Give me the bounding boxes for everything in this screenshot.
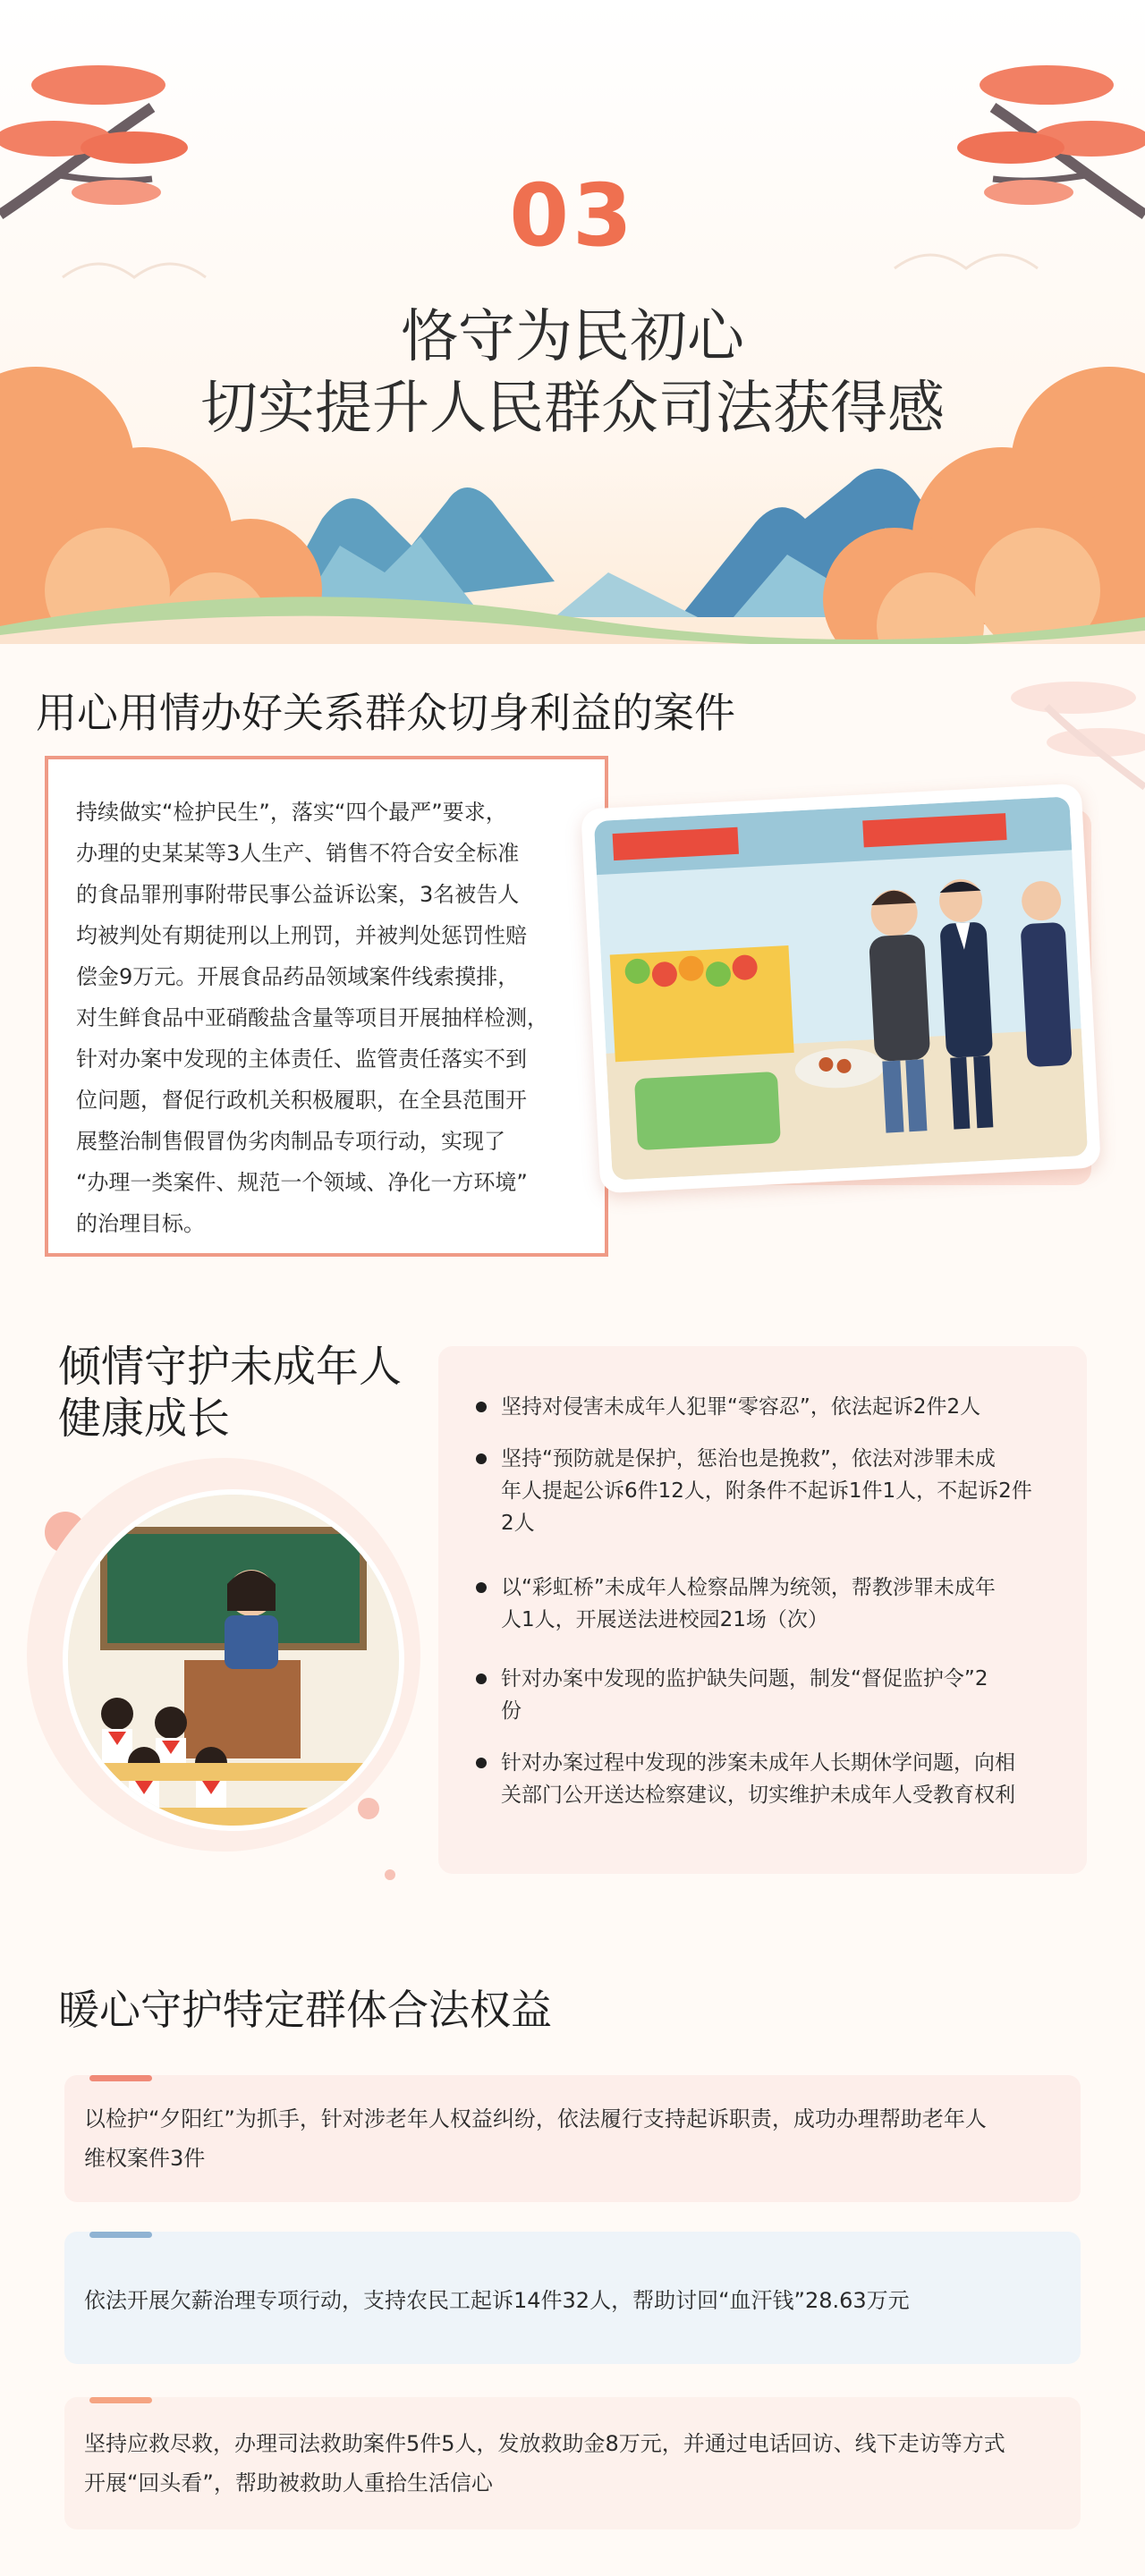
section1-line: 展整治制售假冒伪劣肉制品专项行动，实现了	[76, 1129, 505, 1154]
list-item-line: 坚持“预防就是保护，惩治也是挽救”，依法对涉罪未成	[501, 1447, 996, 1470]
list-item-line: 坚持对侵害未成年人犯罪“零容忍”，依法起诉2件2人	[501, 1395, 981, 1419]
list-item-line: 针对办案中发现的监护缺失问题，制发“督促监护令”2	[501, 1667, 988, 1690]
list-item-line: 以“彩虹桥”未成年人检察品牌为统领，帮教涉罪未成年	[501, 1576, 996, 1599]
list-item-line: 针对办案过程中发现的涉案未成年人长期休学问题，向相	[501, 1751, 1015, 1775]
section2-title-line: 倾情守护未成年人	[58, 1342, 403, 1392]
list-item-line: 2人	[501, 1512, 535, 1535]
section1-line: 对生鲜食品中亚硝酸盐含量等项目开展抽样检测，	[76, 1005, 548, 1030]
section1-line: 位问题，督促行政机关积极履职，在全县范围开	[76, 1088, 527, 1113]
section1-line: 的食品罪刑事附带民事公益诉讼案，3名被告人	[76, 882, 520, 907]
section1-title: 用心用情办好关系群众切身利益的案件	[36, 689, 735, 737]
list-item	[474, 1572, 1064, 1636]
list-item-line: 份	[501, 1699, 522, 1723]
decor-dot	[385, 1869, 395, 1880]
section1-line: 均被判处有期徒刑以上刑罚，并被判处惩罚性赔	[76, 923, 527, 948]
section2-title-line: 健康成长	[58, 1393, 231, 1444]
section1-line: 针对办案中发现的主体责任、监管责任落实不到	[76, 1046, 527, 1072]
section1-line: 办理的史某某等3人生产、销售不符合安全标准	[76, 841, 520, 866]
card-accent-bar	[89, 2075, 152, 2081]
section3-title: 暖心守护特定群体合法权益	[58, 1986, 552, 2034]
card-text	[84, 2424, 1061, 2503]
market-scene-icon	[594, 796, 1088, 1180]
list-item-line: 年人提起公诉6件12人，附条件不起诉1件1人，不起诉2件	[501, 1479, 1032, 1503]
list-item	[474, 1663, 1064, 1727]
info-card	[64, 2397, 1081, 2529]
list-item	[474, 1747, 1064, 1811]
section1-line: 偿金9万元。开展食品药品领域案件线索摸排，	[76, 964, 520, 989]
card-line: 维权案件3件	[84, 2146, 206, 2171]
hero-title-line2: 切实提升人民群众司法获得感	[200, 376, 945, 442]
info-card	[64, 2075, 1081, 2202]
hero-title-line1: 恪守为民初心	[401, 304, 744, 370]
list-item-line: 关部门公开送达检察建议，切实维护未成年人受教育权利	[501, 1784, 1015, 1807]
card-line: 坚持应救尽救，办理司法救助案件5件5人，发放救助金8万元，并通过电话回访、线下走访等方式	[84, 2431, 1005, 2456]
info-card	[64, 2232, 1081, 2364]
section2-title	[58, 1342, 402, 1445]
section1-line: 持续做实“检护民生”，落实“四个最严”要求，	[76, 800, 507, 825]
list-item	[474, 1391, 1064, 1423]
market-inspection-illustration	[581, 784, 1101, 1194]
section2-list	[474, 1391, 1064, 1811]
chapter-number: 03	[509, 165, 636, 266]
card-line: 依法开展欠薪治理专项行动，支持农民工起诉14件32人，帮助讨回“血汗钱”28.63万元	[84, 2288, 910, 2313]
list-item	[474, 1443, 1064, 1539]
card-accent-bar	[89, 2232, 152, 2238]
card-line: 开展“回头看”，帮助被救助人重拾生活信心	[84, 2470, 493, 2496]
hero-banner	[0, 0, 1145, 644]
section1-line: 的治理目标。	[76, 1211, 205, 1236]
section1-line: “办理一类案件、规范一个领域、净化一方环境”	[76, 1170, 528, 1195]
faint-tree-icon	[966, 662, 1145, 805]
section1-body	[76, 792, 577, 1244]
card-text	[84, 2099, 1061, 2178]
classroom-scene-icon	[68, 1495, 399, 1826]
card-line: 以检护“夕阳红”为抓手，针对涉老年人权益纠纷，依法履行支持起诉职责，成功办理帮助老年人	[84, 2106, 987, 2131]
card-text	[84, 2281, 1061, 2320]
classroom-illustration	[63, 1489, 404, 1831]
list-item-line: 人1人，开展送法进校园21场（次）	[501, 1608, 828, 1631]
decor-dot	[358, 1798, 379, 1819]
card-accent-bar	[89, 2397, 152, 2403]
